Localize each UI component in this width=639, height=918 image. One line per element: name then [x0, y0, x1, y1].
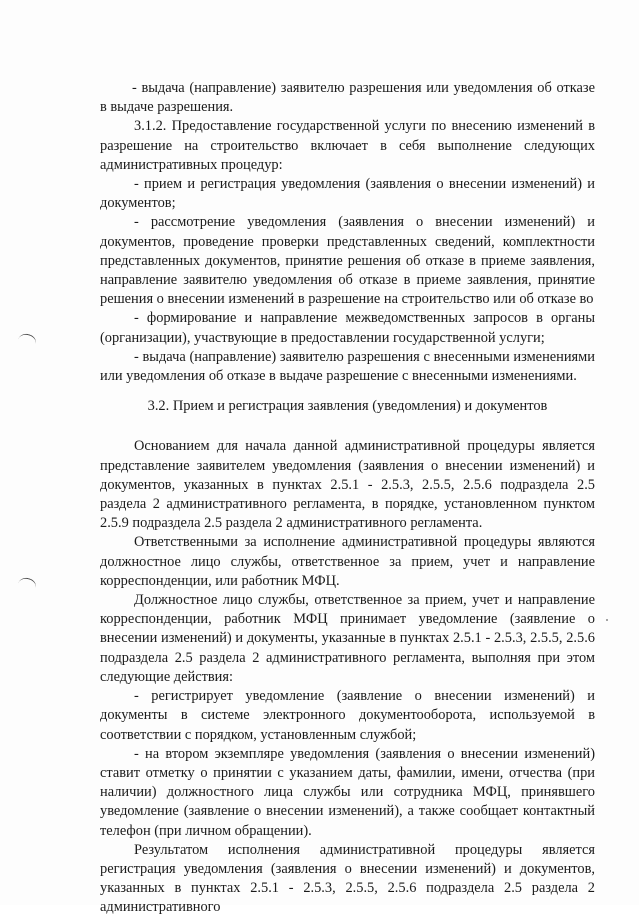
- paragraph-registers: - регистрирует уведомление (заявление о внесении изменений) и документы в системе электронного документооборота, используемой в соответствии с порядком, установленным службой;: [100, 688, 595, 743]
- paragraph-interagency-requests: - формирование и направление межведомственных запросов в органы (организации), участвующие в предоставлении государственной услуги;: [100, 310, 595, 346]
- paragraph-result: Результатом исполнения административной процедуры является регистрация уведомления (заявления о внесении изменений) и документов, указанных в пунктах 2.5.1 - 2.5.3, 2.5.5, 2.5.6 подраздела 2.5 раздела 2 административного: [100, 841, 595, 916]
- paragraph-official-accepts: Должностное лицо службы, ответственное за прием, учет и направление корреспонденции, работник МФЦ принимает уведомление (заявление о внесении изменений) и документы, указанные в пунктах 2.5.1 - 2.5.3, 2.5.5, 2.5.6 подраздела 2.5 раздела 2 административного регламента, выполняя при этом следующие действия:: [100, 592, 595, 685]
- paragraph-review: - рассмотрение уведомления (заявления о внесении изменений) и документов, проведение проверки представленных сведений, комплектности представленных документов, принятие решения об отказе в приеме заявления, направление заявителю уведомления об отказе в приеме заявления, принятие решения о внесении изменений в разрешение на строительство или об отказе во: [100, 214, 595, 308]
- binder-hole-mark-lower: [16, 576, 37, 595]
- paragraph-reception-registration: - прием и регистрация уведомления (заявления о внесении изменений) и документов;: [100, 176, 595, 212]
- paragraph-issuance-permit: - выдача (направление) заявителю разрешения или уведомления об отказе в выдаче разрешения.: [100, 80, 595, 116]
- paragraph-second-copy: - на втором экземпляре уведомления (заявления о внесении изменений) ставит отметку о принятии с указанием даты, фамилии, имени, отчества (при наличии) должностного лица службы или сотрудника МФЦ, принявшего уведомление (заявление о внесении изменений), а также сообщает контактный телефон (при личном обращении).: [100, 745, 595, 839]
- document-body: [100, 79, 595, 918]
- paragraph-basis: Основанием для начала данной административной процедуры является представление заявителем уведомления (заявления о внесении изменений) и документов, указанных в пунктах 2.5.1 - 2.5.3, 2.5.5, 2.5.6 подраздела 2.5 раздела 2 административного регламента, в порядке, установленном пунктом 2.5.9 подраздела 2.5 раздела 2 административного регламента.: [100, 438, 595, 532]
- scan-speck: [606, 619, 608, 621]
- section-heading-3-2: 3.2. Прием и регистрация заявления (уведомления) и документов: [147, 398, 548, 415]
- paragraph-issuance-amended: - выдача (направление) заявителю разрешения с внесенными изменениями или уведомления об отказе в выдаче разрешение с внесенными изменениями.: [100, 348, 595, 385]
- paragraph-3-1-2: 3.1.2. Предоставление государственной услуги по внесению изменений в разрешение на строительство включает в себя выполнение следующих административных процедур:: [100, 118, 595, 173]
- binder-hole-mark-upper: [16, 332, 37, 351]
- paragraph-responsible: Ответственными за исполнение административной процедуры являются должностное лицо службы, ответственное за прием, учет и направление корреспонденции, или работник МФЦ.: [100, 534, 595, 589]
